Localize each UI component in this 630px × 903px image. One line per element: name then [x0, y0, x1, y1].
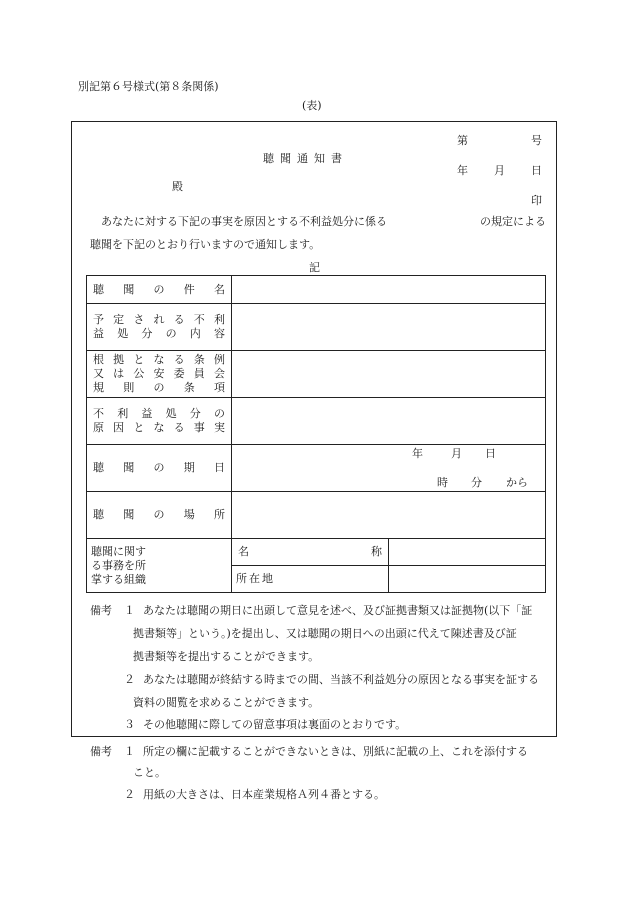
table-row — [87, 492, 546, 539]
date-year-label: 年 — [412, 447, 423, 460]
number-prefix: 第 — [457, 134, 468, 147]
org-name-field[interactable] — [389, 539, 546, 566]
time-hour-label: 時 — [437, 476, 448, 489]
inner-remark-2-num: ２ — [124, 673, 135, 686]
hearing-table — [86, 275, 546, 593]
outer-remark-1-num: １ — [124, 745, 135, 758]
body-line-1b: の規定による — [480, 215, 546, 228]
seal-mark: 印 — [531, 194, 542, 207]
date-year: 年 — [457, 164, 468, 177]
date-month: 月 — [494, 164, 505, 177]
table-row — [87, 276, 546, 304]
outer-remark-2-line1: 用紙の大きさは、日本産業規格Ａ列４番とする。 — [143, 788, 385, 801]
outer-remarks-heading: 備考 — [90, 745, 112, 758]
body-line-2: 聴聞を下記のとおり行いますので通知します。 — [90, 238, 321, 251]
table-row — [87, 445, 546, 492]
inner-remark-1-num: １ — [124, 604, 135, 617]
legal-basis-field[interactable] — [232, 351, 546, 398]
date-day-label: 日 — [485, 447, 496, 460]
cause-facts-label: 不 利 益 処 分 の 原 因 と な る 事 実 — [87, 398, 232, 445]
inner-remarks-heading: 備考 — [90, 604, 112, 617]
side-label: (表) — [302, 99, 322, 112]
table-row — [87, 398, 546, 445]
subject-field[interactable] — [232, 276, 546, 304]
legal-basis-label: 根 拠 と な る 条 例 又 は 公 安 委 員 会 規 則 の 条 項 — [87, 351, 232, 398]
hearing-place-label: 聴 聞 の 場 所 — [87, 492, 232, 539]
inner-remark-3-line1: その他聴聞に際しての留意事項は裏面のとおりです。 — [143, 718, 407, 731]
organization-label: 聴聞に関す る事務を所 掌する組織 — [87, 539, 232, 593]
subject-label: 聴 聞 の 件 名 — [87, 276, 232, 304]
org-location-field[interactable] — [389, 566, 546, 593]
planned-disposition-field[interactable] — [232, 304, 546, 351]
table-row — [87, 539, 546, 566]
addressee-suffix: 殿 — [172, 180, 183, 193]
outer-remark-1-line1: 所定の欄に記載することができないときは、別紙に記載の上、これを添付する — [143, 745, 528, 758]
number-suffix: 号 — [531, 134, 542, 147]
form-number: 別記第６号様式(第８条関係) — [78, 80, 219, 93]
org-location-label: 所在地 — [232, 566, 389, 593]
body-line-1a: あなたに対する下記の事実を原因とする不利益処分に係る — [101, 215, 387, 228]
inner-remark-3-num: ３ — [124, 718, 135, 731]
hearing-date-field[interactable] — [232, 445, 546, 492]
inner-remark-1-line2: 拠書類等」という。)を提出し、又は聴聞の期日への出頭に代えて陳述書及び証 — [133, 627, 517, 640]
planned-disposition-label: 予 定 さ れ る 不 利 益 処 分 の 内 容 — [87, 304, 232, 351]
inner-remark-1-line1: あなたは聴聞の期日に出頭して意見を述べ、及び証拠書類又は証拠物(以下「証 — [143, 604, 533, 617]
hearing-date-label: 聴 聞 の 期 日 — [87, 445, 232, 492]
inner-remark-1-line3: 拠書類等を提出することができます。 — [133, 650, 320, 663]
date-day: 日 — [531, 164, 542, 177]
table-row — [87, 304, 546, 351]
org-name-label: 名 称 — [232, 539, 389, 566]
notice-title: 聴聞通知書 — [263, 152, 348, 165]
outer-remark-1-line2: こと。 — [133, 766, 166, 779]
outer-remark-2-num: ２ — [124, 788, 135, 801]
ki-label: 記 — [309, 261, 320, 274]
date-month-label: 月 — [451, 447, 462, 460]
hearing-place-field[interactable] — [232, 492, 546, 539]
table-row — [87, 351, 546, 398]
inner-remark-2-line1: あなたは聴聞が終結する時までの間、当該不利益処分の原因となる事実を証する — [143, 673, 539, 686]
inner-remark-2-line2: 資料の閲覧を求めることができます。 — [133, 696, 320, 709]
time-minute-label: 分 — [471, 476, 482, 489]
time-from-label: から — [506, 476, 528, 489]
cause-facts-field[interactable] — [232, 398, 546, 445]
